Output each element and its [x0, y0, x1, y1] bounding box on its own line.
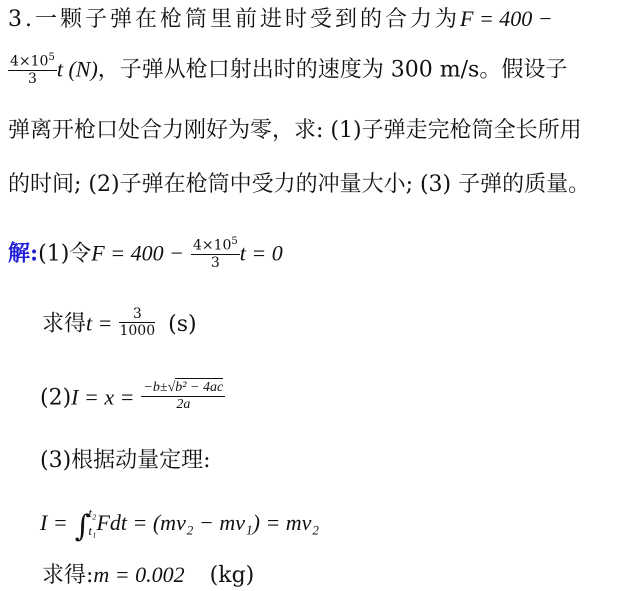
- step1-fraction: [191, 234, 240, 271]
- force-equation: F = 400 −: [460, 6, 553, 31]
- solution-step-1: [8, 236, 283, 273]
- solution-step-2: [40, 382, 225, 415]
- step2-prefix: (2): [40, 385, 72, 411]
- integral-lower-limit: t₁: [88, 523, 97, 538]
- impulse-symbol: I =: [40, 510, 68, 535]
- step1-fraction-denominator: 3: [210, 254, 220, 271]
- final-result: [42, 564, 254, 587]
- problem-text-2: ，子弹从枪口射出时的速度为 300 m/s。假设子: [97, 57, 568, 83]
- force-fraction-denominator: 3: [27, 70, 37, 87]
- force-fraction-numerator: 4×10: [10, 53, 49, 70]
- force-fraction: [8, 50, 57, 87]
- step1-result-unit: (s): [168, 311, 197, 337]
- solution-label: 解:: [8, 240, 39, 267]
- problem-line-2: [8, 52, 567, 89]
- quadratic-radicand: b² − 4ac: [175, 380, 224, 395]
- impulse-equation: [40, 506, 319, 542]
- final-prefix: 求得:: [42, 563, 94, 588]
- step1-fraction-exponent: 5: [231, 236, 238, 247]
- problem-line-1: [8, 8, 553, 31]
- step1-result-numerator: 3: [119, 306, 155, 323]
- step1-prefix: (1)令: [38, 241, 92, 267]
- quadratic-denominator: 2a: [176, 397, 191, 412]
- step1-equation-a: F = 400 −: [91, 240, 184, 266]
- step1-result-fraction: [119, 306, 155, 339]
- step1-equation-b: t = 0: [239, 240, 283, 266]
- mass-unit: (kg): [209, 563, 255, 588]
- mass-equation: m = 0.002: [93, 562, 185, 587]
- step1-result-equation: t =: [86, 310, 113, 336]
- integral-upper-limit: t₂: [88, 505, 97, 520]
- problem-text-1: 3.一颗子弹在枪筒里前进时受到的合力为: [8, 7, 460, 32]
- problem-line-4: 的时间; (2)子弹在枪筒中受力的冲量大小; (3) 子弹的质量。: [8, 172, 591, 197]
- quadratic-numerator: −b±: [143, 380, 168, 395]
- step1-result: [42, 308, 197, 341]
- step1-result-denominator: 1000: [119, 323, 156, 339]
- impulse-expression: Fdt = (mv₂ − mv₁) = mv₂: [96, 510, 320, 535]
- integral-limits: [88, 504, 96, 540]
- step3-heading: (3)根据动量定理:: [40, 448, 211, 473]
- integral-sign-icon: ∫: [74, 509, 91, 544]
- time-unit-expression: t (N): [56, 56, 98, 82]
- step1-fraction-numerator: 4×10: [192, 237, 232, 254]
- step1-result-prefix: 求得: [42, 311, 87, 337]
- quadratic-fraction: $\frac{\text{−b±√b² − 4ac}}{2a}$: [143, 380, 224, 412]
- problem-line-3: 弹离开枪口处合力刚好为零，求: (1)子弹走完枪筒全长所用: [8, 118, 582, 143]
- force-fraction-exponent: 5: [48, 52, 55, 63]
- step2-equation: I = x =: [71, 384, 135, 410]
